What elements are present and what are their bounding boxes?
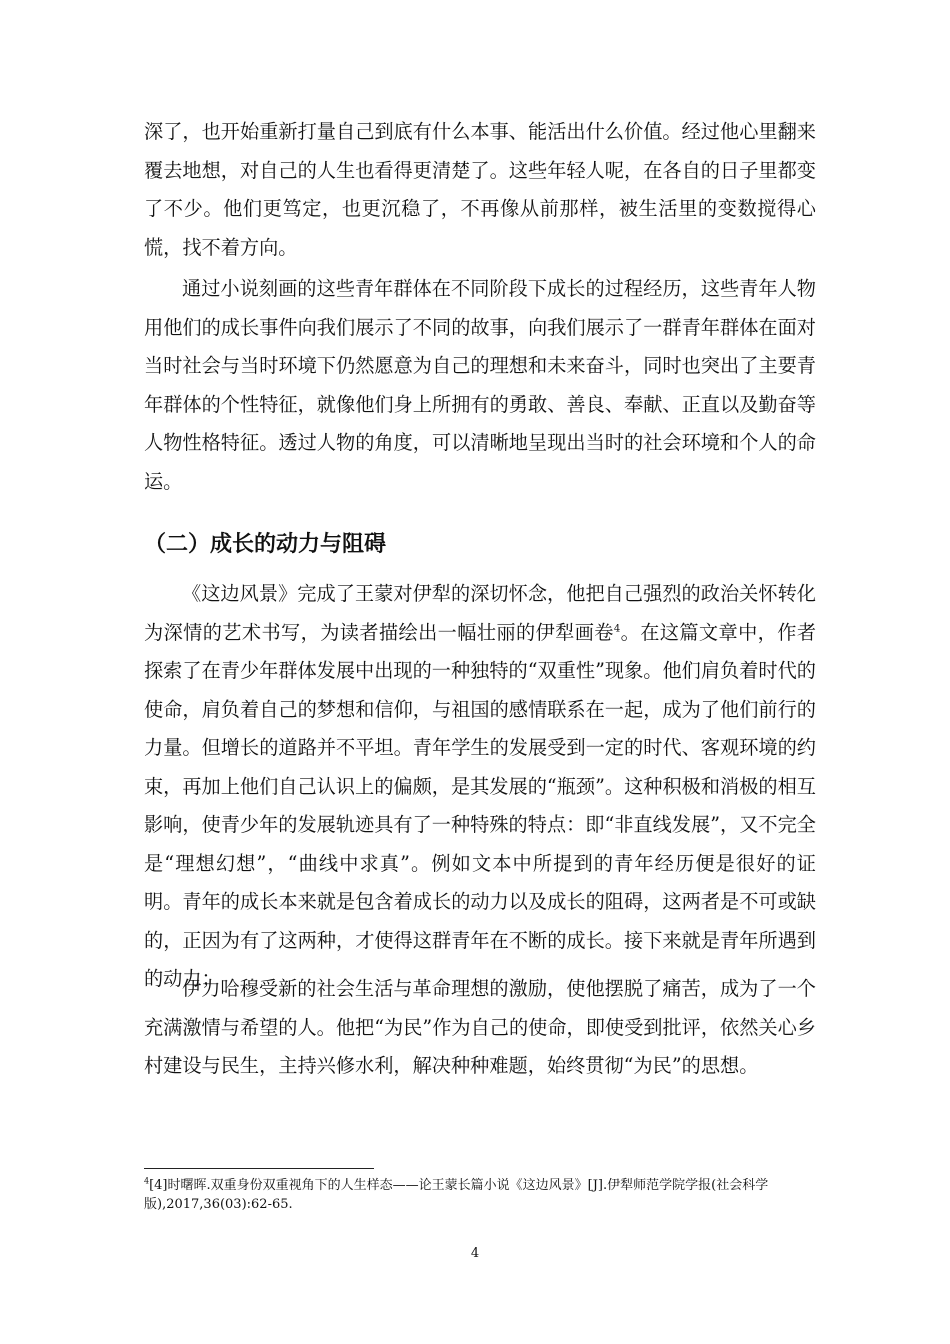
body-paragraph-2: 通过小说刻画的这些青年群体在不同阶段下成长的过程经历，这些青年人物用他们的成长事件向我们展示了不同的故事，向我们展示了一群青年群体在面对当时社会与当时环境下仍然愿意为自己的理想和未来奋斗，同时也突出了主要青年群体的个性特征，就像他们身上所拥有的勇敢、善良、奉献、正直以及勤奋等人物性格特征。透过人物的角度，可以清晰地呈现出当时的社会环境和个人的命运。 bbox=[144, 277, 816, 493]
body-paragraph-1: 深了，也开始重新打量自己到底有什么本事、能活出什么价值。经过他心里翻来覆去地想，对自己的人生也看得更清楚了。这些年轻人呢，在各自的日子里都变了不少。他们更笃定，也更沉稳了，不再像从前那样，被生活里的变数搅得心慌，找不着方向。 bbox=[144, 120, 816, 259]
footnote-reference[interactable]: 4 bbox=[613, 623, 621, 635]
paragraph-3-text-a: 《这边风景》完成了王蒙对伊犁的深切怀念，他把自己强烈的政治关怀转化为深情的艺术书写，为读者描绘出一幅壮丽的伊犁画卷 bbox=[144, 582, 816, 644]
paragraph-3-text-b: 。在这篇文章中，作者探索了在青少年群体发展中出现的一种独特的“双重性”现象。他们肩负着时代的使命，肩负着自己的梦想和信仰，与祖国的感情联系在一起，成为了他们前行的力量。但增长的道路并不平坦。青年学生的发展受到一定的时代、客观环境的约束，再加上他们自己认识上的偏颇，是其发展的“瓶颈”。这种积极和消极的相互影响，使青少年的发展轨迹具有了一种特殊的特点：即“非直线发展”，又不完全是“理想幻想”，“曲线中求真”。例如文本中所提到的青年经历便是很好的证明。青年的成长本来就是包含着成长的动力以及成长的阻碍，这两者是不可或缺的，正因为有了这两种，才使得这群青年在不断的成长。接下来就是青年所遇到的动力； bbox=[144, 620, 817, 990]
section-heading: （二）成长的动力与阻碍 bbox=[144, 532, 387, 557]
footnote-separator bbox=[144, 1168, 374, 1169]
footnote-marker: 4 bbox=[144, 1176, 150, 1186]
footnote-text: [4]时曙晖.双重身份双重视角下的人生样态——论王蒙长篇小说《这边风景》[J].伊犁师范学院学报(社会科学版),2017,36(03):62-65. bbox=[144, 1178, 769, 1212]
page-number: 4 bbox=[470, 1246, 480, 1261]
body-paragraph-3 bbox=[144, 575, 816, 999]
footnote bbox=[144, 1176, 816, 1214]
body-paragraph-4: 伊力哈穆受新的社会生活与革命理想的激励，使他摆脱了痛苦，成为了一个充满激情与希望的人。他把“为民”作为自己的使命，即使受到批评，依然关心乡村建设与民生，主持兴修水利，解决种种难题，始终贯彻“为民”的思想。 bbox=[144, 977, 816, 1077]
